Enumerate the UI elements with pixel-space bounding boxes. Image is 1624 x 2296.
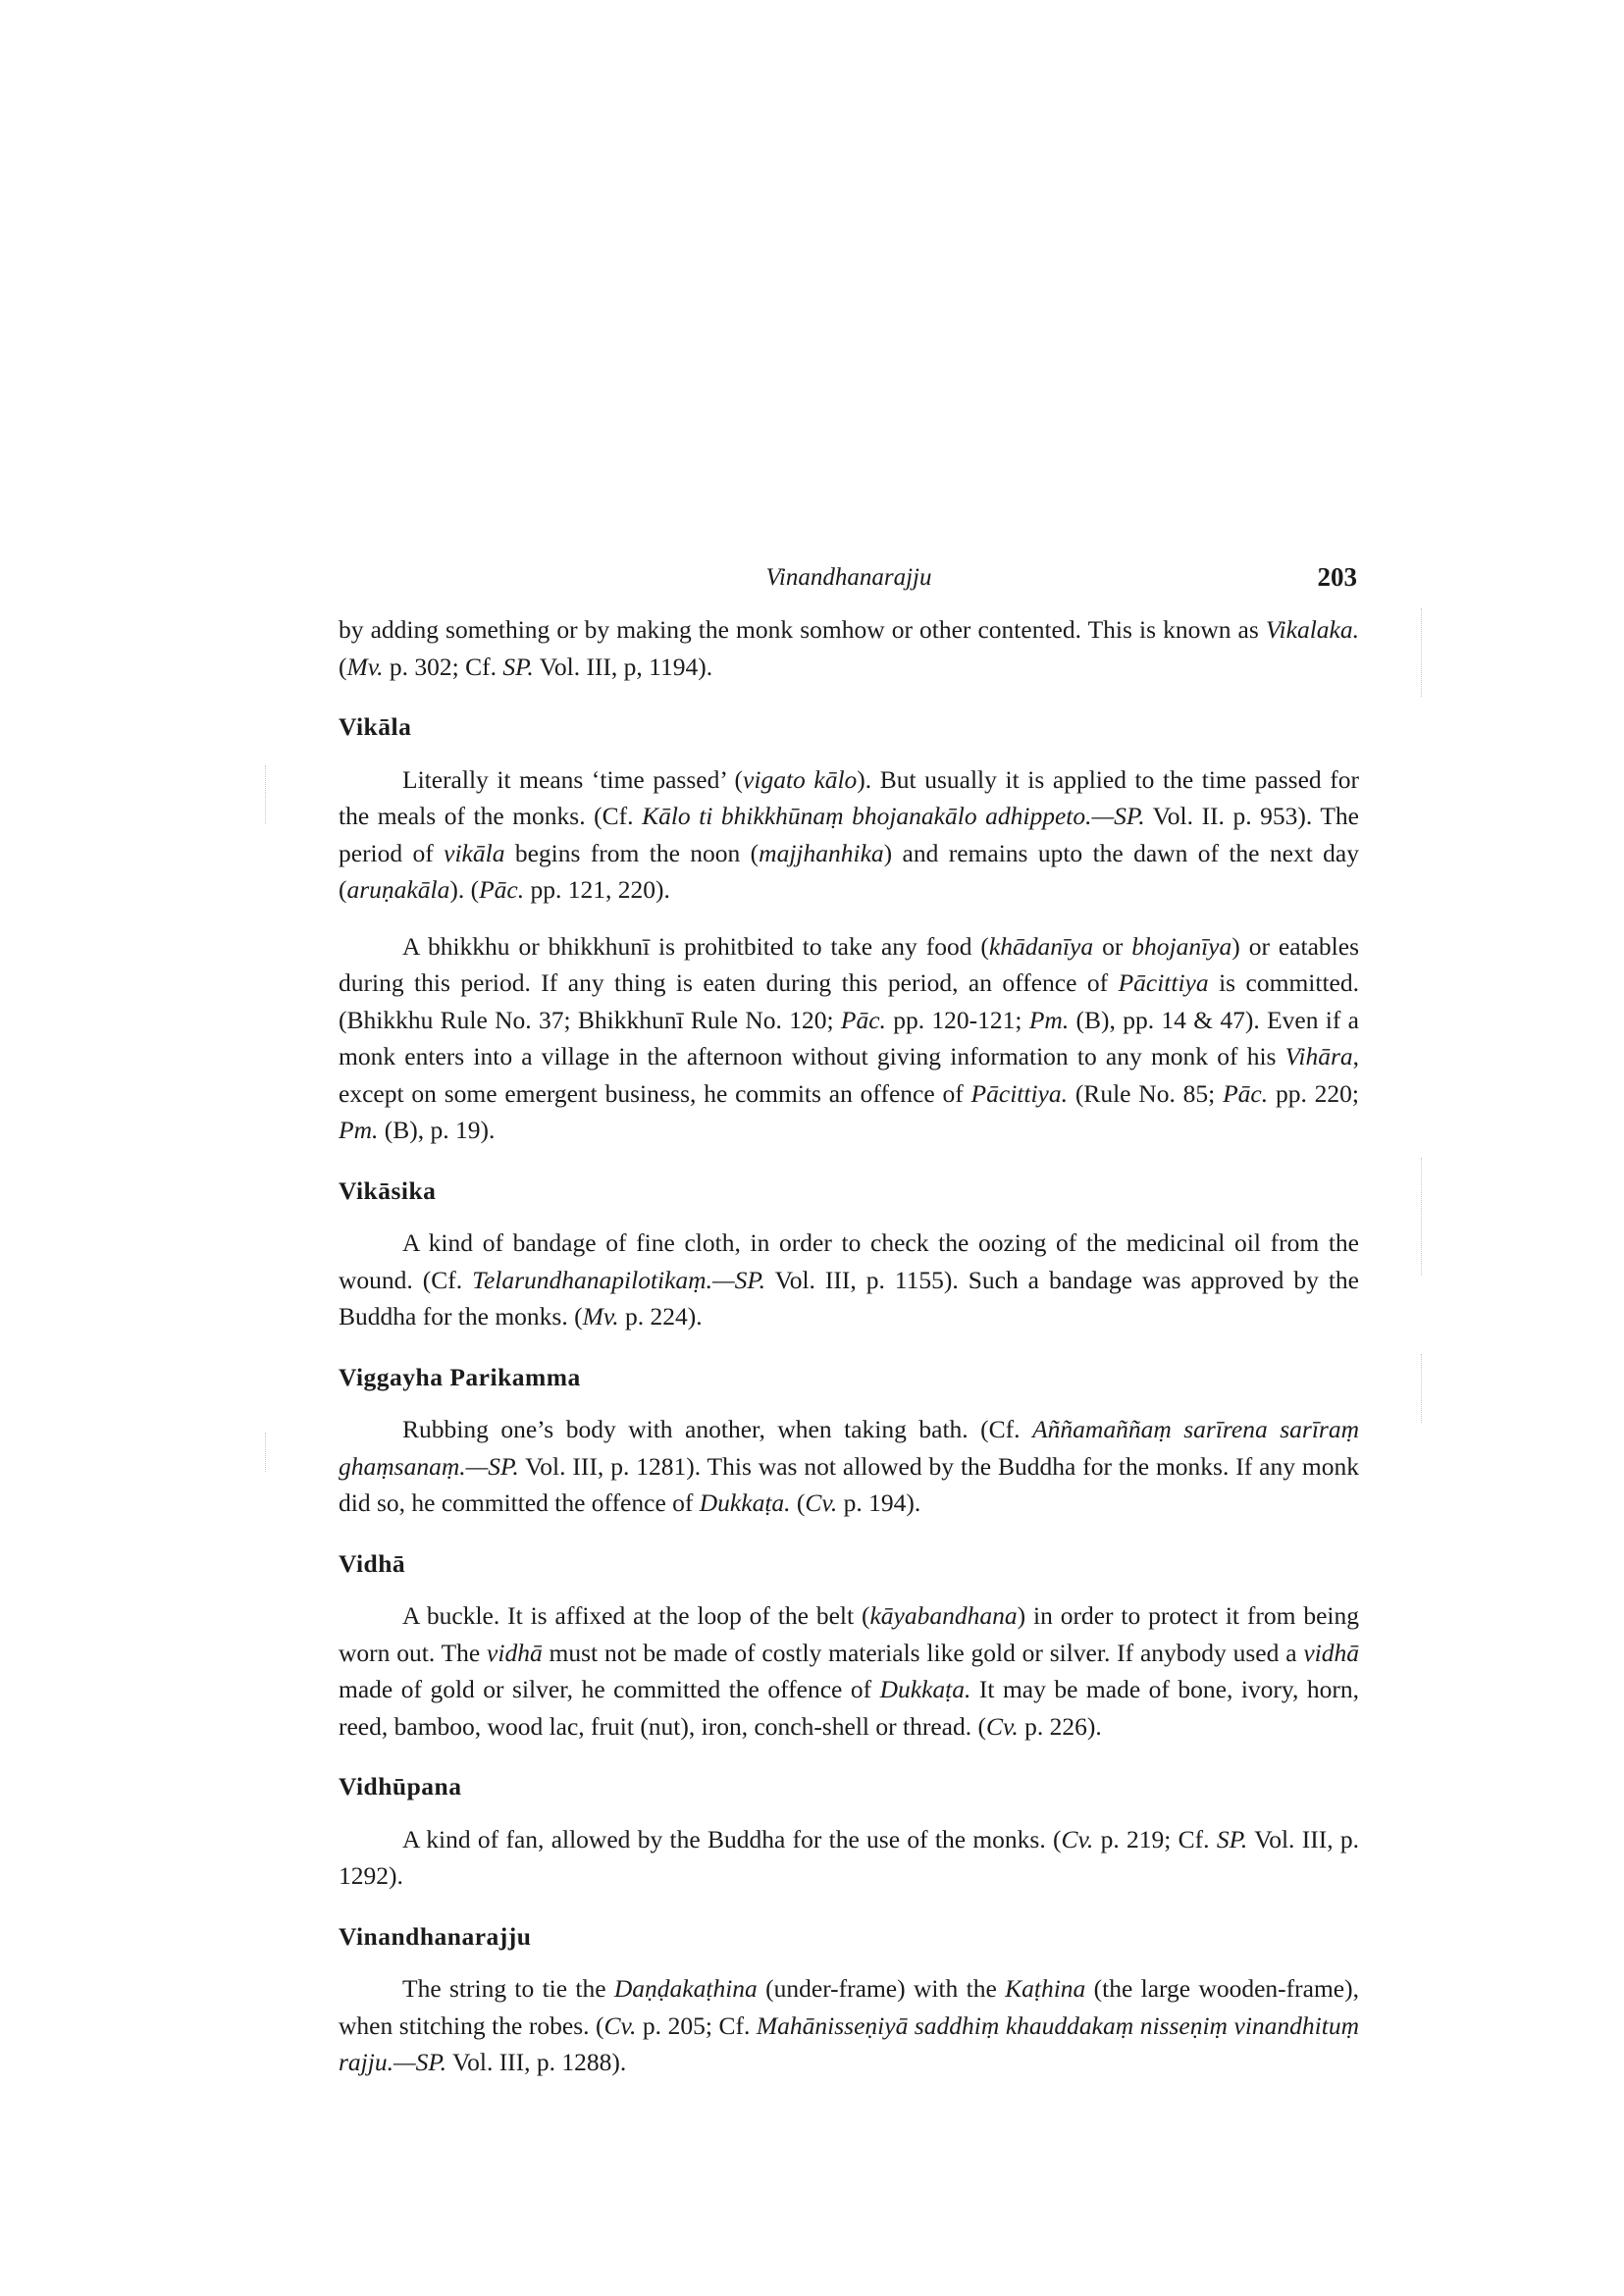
italic-text: Mahānisseṇiyā saddhiṃ khauddakaṃ nisseṇiṃ vinandhituṃ rajju.—SP. <box>339 2010 1359 2076</box>
italic-text: Dukkaṭa. <box>699 1488 791 1517</box>
glossary-entry <box>339 1768 1359 1895</box>
italic-text: Aññamaññaṃ sarīrena sarīraṃ ghaṃsanaṃ.—SP. <box>339 1415 1360 1481</box>
entry-paragraph <box>339 761 1359 909</box>
text-run: pp. 120-121; <box>885 1005 1029 1034</box>
text-run: A bhikkhu or bhikkhunī is prohitbited to take any food ( <box>402 931 989 961</box>
text-run: ) or eatables during this period. If any thing is eaten during this period, an offence of <box>339 931 1359 997</box>
text-run: ) in order to protect it from being worn out. The <box>339 1601 1359 1667</box>
text-run: Vol. II. p. 953). The period of <box>339 802 1359 867</box>
italic-text: Pāc. <box>479 875 525 904</box>
text-run: Literally it means ‘time passed’ ( <box>402 764 744 794</box>
italic-text: Cv. <box>985 1711 1019 1741</box>
text-run: It may be made of bone, ivory, horn, reed, bamboo, wood lac, fruit (nut), iron, conch-shell or thread. ( <box>339 1675 1360 1741</box>
entry-paragraph <box>339 1411 1359 1522</box>
text-run: Vol. III, p. 1155). Such a bandage was approved by the Buddha for the monks. ( <box>339 1265 1359 1331</box>
italic-text: Kālo ti bhikkhūnaṃ bhojanakālo adhippeto.—SP. <box>642 802 1145 830</box>
text-run: begins from the noon ( <box>504 838 760 867</box>
italic-text: Vikalaka. <box>1265 615 1359 644</box>
italic-text: Pācittiya. <box>970 1078 1068 1108</box>
italic-text: kāyabandhana <box>869 1601 1018 1630</box>
glossary-entries <box>339 708 1359 2081</box>
text-run: ( <box>790 1488 806 1517</box>
text-run: ). But usually it is applied to the time passed for the meals of the monks. (Cf. <box>339 764 1360 830</box>
glossary-entry <box>339 1359 1359 1522</box>
text-run: Vol. III, p. 1292). <box>339 1824 1359 1890</box>
text-run: (B), pp. 14 & 47). Even if a monk enters into a village in the afternoon without giving information to any monk of his <box>339 1005 1360 1070</box>
entry-term: Vikāsika <box>339 1175 437 1205</box>
italic-text: Daṇḍakaṭhina <box>613 1974 758 2003</box>
entry-term: Vidhūpana <box>339 1772 462 1800</box>
italic-text: Cv. <box>805 1488 838 1517</box>
text-run: p. 224). <box>618 1302 703 1331</box>
italic-text: Mv. <box>582 1302 619 1331</box>
text-run: p. 226). <box>1018 1711 1102 1741</box>
entry-paragraph <box>339 1821 1359 1895</box>
italic-text: vikāla <box>444 838 505 867</box>
entry-term: Vikāla <box>339 712 412 741</box>
text-run: pp. 220; <box>1268 1078 1359 1108</box>
italic-text: SP. <box>502 652 534 681</box>
italic-text: vigato kālo <box>743 764 858 794</box>
text-run: p. 219; Cf. <box>1093 1824 1217 1853</box>
text-run: Vol. III, p, 1194). <box>533 652 713 681</box>
entry-term: Vidhā <box>339 1548 406 1578</box>
text-run: p. 205; Cf. <box>636 2010 757 2040</box>
text-run: pp. 121, 220). <box>524 875 670 904</box>
text-run: , except on some emergent business, he commits an offence of <box>339 1042 1359 1108</box>
italic-text: Telarundhanapilotikaṃ.—SP. <box>472 1265 766 1294</box>
italic-text: Cv. <box>1061 1824 1094 1853</box>
running-title: Vinandhanarajju <box>765 564 932 591</box>
text-run: (B), p. 19). <box>378 1116 496 1144</box>
glossary-entry <box>339 1918 1359 2081</box>
italic-text: vidhā <box>1303 1638 1359 1667</box>
text-run: A buckle. It is affixed at the loop of the belt ( <box>402 1601 870 1630</box>
text-run: ). ( <box>449 875 480 904</box>
text-run: Vol. III, p. 1281). This was not allowed by the Buddha for the monks. If any monk did so, he committed the offence of <box>339 1451 1359 1517</box>
text-run: (under-frame) with the <box>757 1974 1006 2003</box>
italic-text: Kaṭhina <box>1005 1974 1086 2003</box>
entry-paragraph <box>339 1970 1359 2081</box>
italic-text: Pm. <box>1028 1005 1070 1034</box>
entry-term: Vinandhanarajju <box>339 1921 532 1951</box>
text-run: A kind of fan, allowed by the Buddha for the use of the monks. ( <box>402 1824 1062 1853</box>
text-run: made of gold or silver, he committed the offence of <box>339 1675 880 1703</box>
text-run: or <box>1093 931 1132 961</box>
glossary-entry <box>339 708 1359 1149</box>
text-run: A kind of bandage of fine cloth, in order to check the oozing of the medicinal oil from the wound. (Cf. <box>339 1228 1359 1294</box>
text-run: Vol. III, p. 1288). <box>446 2048 627 2076</box>
glossary-entry <box>339 1545 1359 1746</box>
text-run: is committed. (Bhikkhu Rule No. 37; Bhikkhunī Rule No. 120; <box>339 968 1359 1034</box>
page-number: 203 <box>1317 562 1357 592</box>
italic-text: majjhanhika <box>759 838 884 867</box>
italic-text: Pāc. <box>1223 1078 1269 1108</box>
text-run: p. 194). <box>837 1488 921 1517</box>
entry-paragraph <box>339 1597 1359 1745</box>
text-run: p. 302; Cf. <box>383 652 503 681</box>
text-run: ( <box>339 652 347 681</box>
text-run: (the large wooden-frame), when stitching the robes. ( <box>339 1974 1359 2040</box>
italic-text: SP. <box>1216 1824 1248 1853</box>
continuation-paragraph <box>339 611 1359 685</box>
entry-term: Viggayha Parikamma <box>339 1362 581 1391</box>
italic-text: Cv. <box>603 2010 637 2040</box>
italic-text: Vihāra <box>1284 1042 1353 1070</box>
italic-text: Pāc. <box>840 1005 886 1034</box>
entry-paragraph <box>339 1225 1359 1335</box>
entry-paragraph <box>339 928 1359 1149</box>
text-run: by adding something or by making the monk somhow or other contented. This is known as <box>339 615 1266 644</box>
italic-text: vidhā <box>487 1638 543 1667</box>
text-run: must not be made of costly materials like gold or silver. If anybody used a <box>542 1638 1304 1667</box>
italic-text: bhojanīya <box>1131 931 1232 961</box>
italic-text: Mv. <box>346 652 384 681</box>
text-run: ) and remains upto the dawn of the next day ( <box>339 838 1359 904</box>
glossary-entry <box>339 1173 1359 1335</box>
italic-text: Pācittiya <box>1118 968 1209 997</box>
running-head <box>339 564 1359 600</box>
text-run: Rubbing one’s body with another, when taking bath. (Cf. <box>402 1415 1033 1443</box>
italic-text: khādanīya <box>988 931 1094 961</box>
italic-text: Dukkaṭa. <box>879 1675 971 1703</box>
text-run: (Rule No. 85; <box>1067 1078 1224 1108</box>
document-page <box>339 564 1359 2081</box>
italic-text: aruṇakāla <box>346 875 450 904</box>
text-run: The string to tie the <box>402 1974 614 2003</box>
italic-text: Pm. <box>339 1116 379 1144</box>
